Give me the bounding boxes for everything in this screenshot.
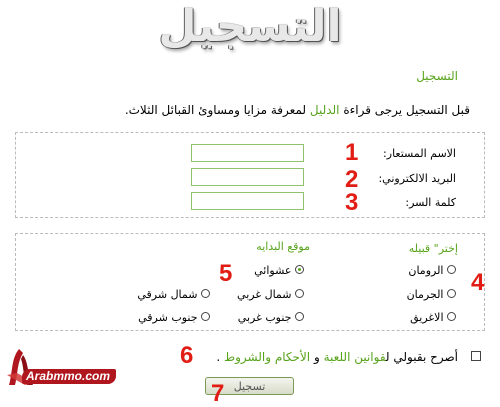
tribe-option-teutons[interactable]	[407, 288, 456, 301]
email-label: البريد الالكتروني:	[378, 172, 456, 185]
annotation-7: 7	[211, 380, 225, 407]
annotation-4: 4	[471, 269, 485, 296]
tribe-radio-teutons[interactable]	[447, 289, 456, 298]
start-radio-southeast[interactable]	[201, 312, 210, 321]
annotation-3: 3	[345, 189, 359, 216]
intro-text	[125, 103, 470, 117]
tribe-option-label: الجرمان	[406, 288, 444, 301]
game-rules-link[interactable]: قوانين اللعبة	[323, 350, 386, 364]
start-option-southeast[interactable]	[138, 311, 210, 324]
start-option-label: عشوائي	[254, 264, 292, 277]
start-location-heading: موقع البدايه	[256, 240, 310, 253]
terms-text	[216, 350, 458, 364]
tribe-option-label: الرومان	[408, 264, 444, 277]
username-input[interactable]	[191, 144, 304, 162]
intro-before: قبل التسجيل يرجى قراءة	[339, 103, 470, 117]
tribe-heading: إختر" قبيله	[408, 242, 458, 255]
terms-checkbox[interactable]	[471, 351, 481, 361]
annotation-2: 2	[345, 166, 359, 193]
tribe-option-romans[interactable]	[408, 264, 456, 277]
password-input[interactable]	[191, 192, 304, 210]
tribe-radio-gauls[interactable]	[447, 312, 456, 321]
annotation-1: 1	[345, 139, 359, 166]
start-option-label: شمال غربي	[237, 288, 292, 301]
terms-conditions-link[interactable]: الأحكام والشروط	[224, 350, 311, 364]
start-option-label: جنوب شرقي	[138, 311, 198, 324]
guide-link[interactable]: الدليل	[309, 103, 340, 117]
email-input[interactable]	[191, 168, 304, 186]
tribe-option-gauls[interactable]	[410, 311, 456, 324]
start-option-northwest[interactable]	[237, 288, 304, 301]
section-heading: التسجيل	[416, 69, 458, 83]
start-option-northeast[interactable]	[137, 288, 210, 301]
page-title: التسجيل	[158, 1, 342, 52]
annotation-5: 5	[219, 260, 233, 287]
intro-after: لمعرفة مزايا ومساوئ القبائل الثلاث.	[124, 103, 310, 117]
register-button[interactable]: تسجيل	[205, 377, 294, 395]
tribe-radio-romans[interactable]	[447, 265, 456, 274]
start-radio-random[interactable]	[295, 265, 304, 274]
start-option-southwest[interactable]	[238, 311, 304, 324]
start-radio-northwest[interactable]	[295, 289, 304, 298]
tribe-option-label: الاغريق	[410, 311, 444, 324]
terms-before: أصرح بقبولي ل	[385, 350, 458, 364]
start-radio-northeast[interactable]	[201, 289, 210, 298]
logo-text: Arabmmo.com	[22, 369, 116, 384]
start-option-label: شمال شرقي	[137, 288, 198, 301]
start-option-random[interactable]	[254, 264, 304, 277]
terms-middle: و	[310, 350, 324, 364]
annotation-6: 6	[180, 342, 194, 369]
username-label: الاسم المستعار:	[383, 147, 456, 160]
start-option-label: جنوب غربي	[237, 311, 292, 324]
terms-after: .	[216, 350, 225, 364]
password-label: كلمة السر:	[405, 196, 456, 209]
start-radio-southwest[interactable]	[295, 312, 304, 321]
